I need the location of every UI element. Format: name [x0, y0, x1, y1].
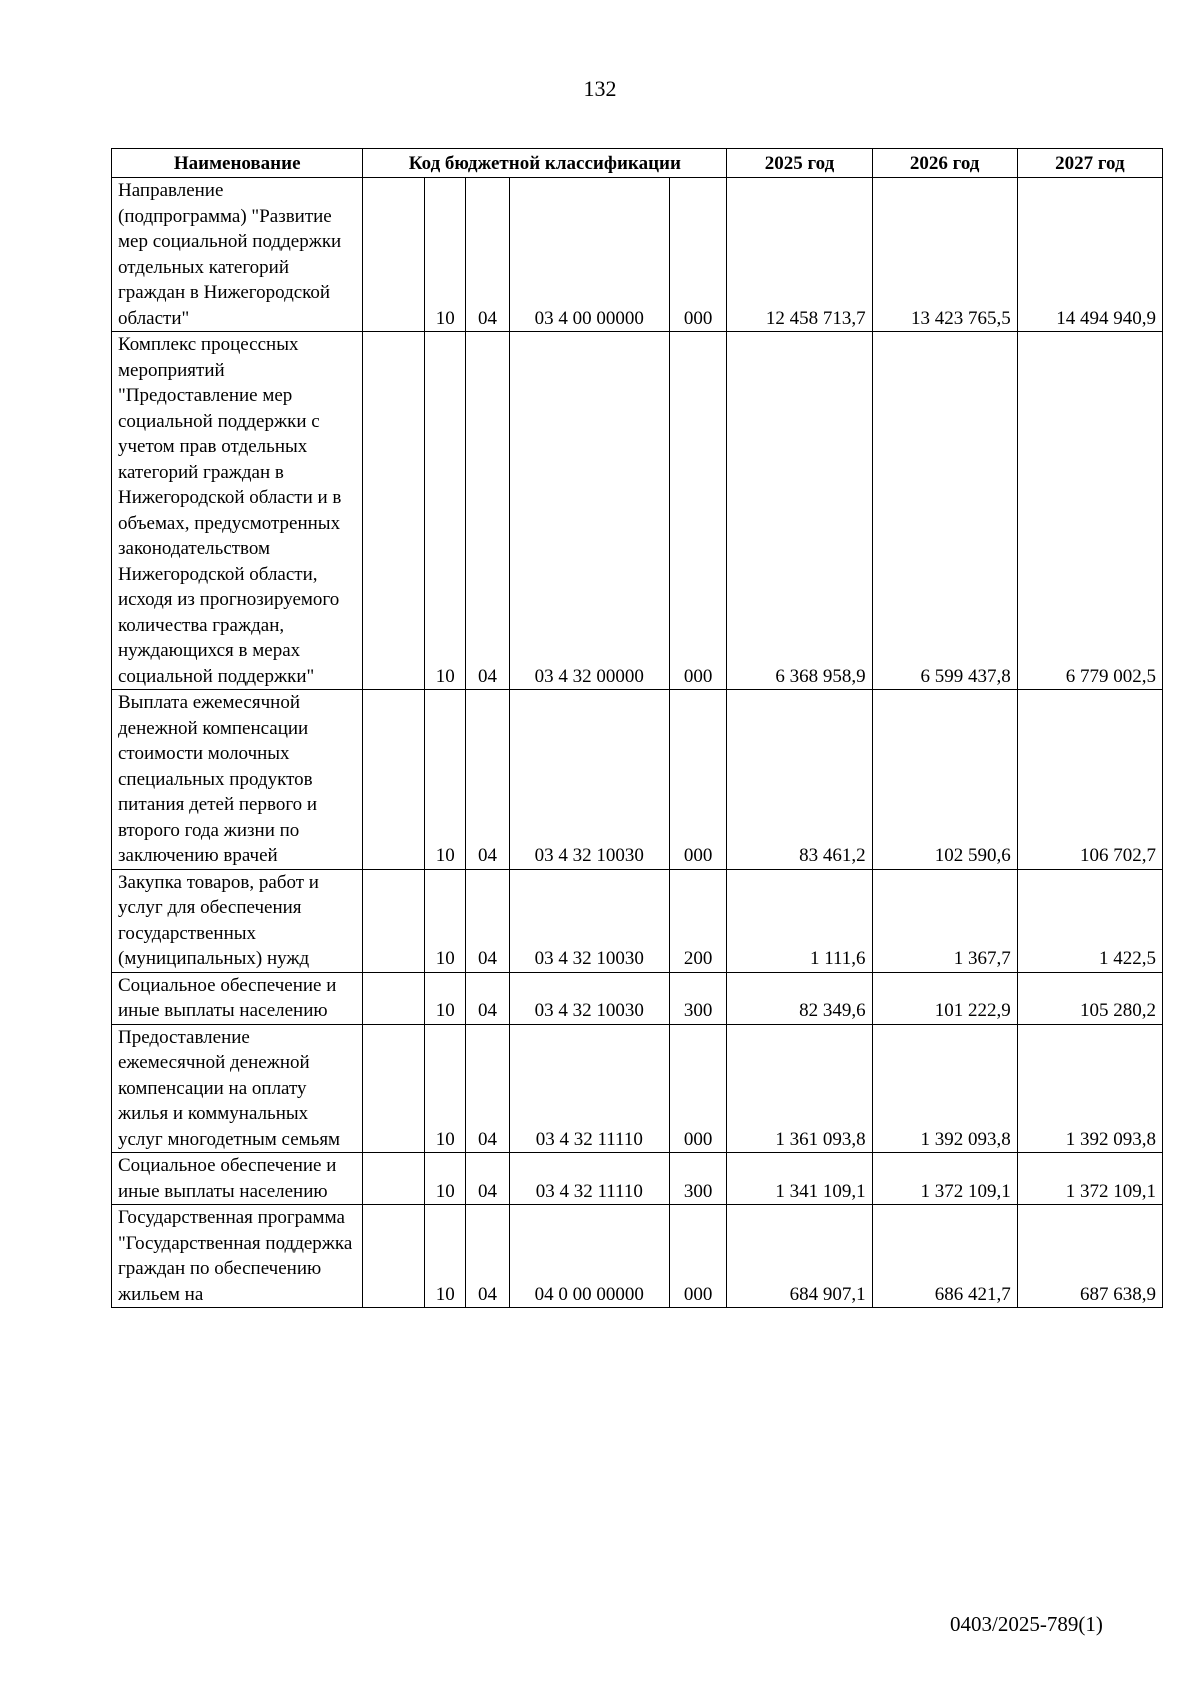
amount-2027: 106 702,7 — [1017, 690, 1162, 870]
amount-2026: 6 599 437,8 — [872, 332, 1017, 690]
row-name: Государственная программа "Государственная поддержка граждан по обеспечению жильем на — [112, 1205, 363, 1308]
header-name: Наименование — [112, 149, 363, 178]
table-row — [112, 690, 1163, 870]
amount-2027: 687 638,9 — [1017, 1205, 1162, 1308]
budget-table — [111, 148, 1163, 1308]
target-article-code: 04 0 00 00000 — [509, 1205, 669, 1308]
document-code: 0403/2025-789(1) — [950, 1612, 1103, 1636]
amount-2025: 1 111,6 — [727, 869, 872, 972]
row-name: Предоставление ежемесячной денежной компенсации на оплату жилья и коммунальных услуг многодетным семьям — [112, 1024, 363, 1153]
amount-2025: 684 907,1 — [727, 1205, 872, 1308]
target-article-code: 03 4 00 00000 — [509, 178, 669, 332]
row-name: Социальное обеспечение и иные выплаты населению — [112, 972, 363, 1024]
subsection-code: 04 — [466, 869, 509, 972]
table-row — [112, 332, 1163, 690]
amount-2027: 6 779 002,5 — [1017, 332, 1162, 690]
amount-2025: 6 368 958,9 — [727, 332, 872, 690]
empty-code-cell — [363, 972, 425, 1024]
amount-2027: 1 422,5 — [1017, 869, 1162, 972]
expense-type-code: 000 — [669, 1205, 726, 1308]
header-row — [112, 149, 1163, 178]
amount-2027: 14 494 940,9 — [1017, 178, 1162, 332]
amount-2026: 1 372 109,1 — [872, 1153, 1017, 1205]
amount-2027: 105 280,2 — [1017, 972, 1162, 1024]
subsection-code: 04 — [466, 178, 509, 332]
row-name: Социальное обеспечение и иные выплаты населению — [112, 1153, 363, 1205]
table-row — [112, 178, 1163, 332]
amount-2025: 82 349,6 — [727, 972, 872, 1024]
section-code: 10 — [425, 1153, 466, 1205]
section-code: 10 — [425, 332, 466, 690]
empty-code-cell — [363, 1153, 425, 1205]
target-article-code: 03 4 32 10030 — [509, 972, 669, 1024]
target-article-code: 03 4 32 11110 — [509, 1024, 669, 1153]
amount-2025: 12 458 713,7 — [727, 178, 872, 332]
expense-type-code: 000 — [669, 178, 726, 332]
row-name: Выплата ежемесячной денежной компенсации стоимости молочных специальных продуктов питания детей первого и второго года жизни по заключению врачей — [112, 690, 363, 870]
target-article-code: 03 4 32 11110 — [509, 1153, 669, 1205]
row-name: Комплекс процессных мероприятий "Предоставление мер социальной поддержки с учетом прав отдельных категорий граждан в Нижегородской области и в объемах, предусмотренных законодательством Нижегородской области, исходя из прогнозируемого количества граждан, нуждающихся в мерах социальной поддержки" — [112, 332, 363, 690]
empty-code-cell — [363, 1024, 425, 1153]
header-budget-code: Код бюджетной классификации — [363, 149, 727, 178]
subsection-code: 04 — [466, 1153, 509, 1205]
target-article-code: 03 4 32 00000 — [509, 332, 669, 690]
empty-code-cell — [363, 178, 425, 332]
expense-type-code: 200 — [669, 869, 726, 972]
amount-2026: 102 590,6 — [872, 690, 1017, 870]
empty-code-cell — [363, 690, 425, 870]
section-code: 10 — [425, 690, 466, 870]
expense-type-code: 300 — [669, 972, 726, 1024]
amount-2026: 101 222,9 — [872, 972, 1017, 1024]
amount-2026: 1 392 093,8 — [872, 1024, 1017, 1153]
amount-2025: 1 361 093,8 — [727, 1024, 872, 1153]
amount-2027: 1 372 109,1 — [1017, 1153, 1162, 1205]
section-code: 10 — [425, 972, 466, 1024]
page-number: 132 — [583, 76, 617, 101]
section-code: 10 — [425, 1205, 466, 1308]
row-name: Направление (подпрограмма) "Развитие мер социальной поддержки отдельных категорий граждан в Нижегородской области" — [112, 178, 363, 332]
subsection-code: 04 — [466, 1205, 509, 1308]
table-row — [112, 869, 1163, 972]
expense-type-code: 000 — [669, 690, 726, 870]
expense-type-code: 300 — [669, 1153, 726, 1205]
target-article-code: 03 4 32 10030 — [509, 869, 669, 972]
header-2026: 2026 год — [872, 149, 1017, 178]
table-row — [112, 1205, 1163, 1308]
amount-2027: 1 392 093,8 — [1017, 1024, 1162, 1153]
amount-2025: 1 341 109,1 — [727, 1153, 872, 1205]
table-row — [112, 1024, 1163, 1153]
section-code: 10 — [425, 869, 466, 972]
section-code: 10 — [425, 178, 466, 332]
empty-code-cell — [363, 332, 425, 690]
empty-code-cell — [363, 869, 425, 972]
table-row — [112, 1153, 1163, 1205]
empty-code-cell — [363, 1205, 425, 1308]
header-2025: 2025 год — [727, 149, 872, 178]
amount-2026: 13 423 765,5 — [872, 178, 1017, 332]
subsection-code: 04 — [466, 690, 509, 870]
row-name: Закупка товаров, работ и услуг для обеспечения государственных (муниципальных) нужд — [112, 869, 363, 972]
amount-2026: 686 421,7 — [872, 1205, 1017, 1308]
table-row — [112, 972, 1163, 1024]
header-2027: 2027 год — [1017, 149, 1162, 178]
amount-2026: 1 367,7 — [872, 869, 1017, 972]
amount-2025: 83 461,2 — [727, 690, 872, 870]
expense-type-code: 000 — [669, 1024, 726, 1153]
expense-type-code: 000 — [669, 332, 726, 690]
subsection-code: 04 — [466, 332, 509, 690]
subsection-code: 04 — [466, 1024, 509, 1153]
subsection-code: 04 — [466, 972, 509, 1024]
section-code: 10 — [425, 1024, 466, 1153]
target-article-code: 03 4 32 10030 — [509, 690, 669, 870]
